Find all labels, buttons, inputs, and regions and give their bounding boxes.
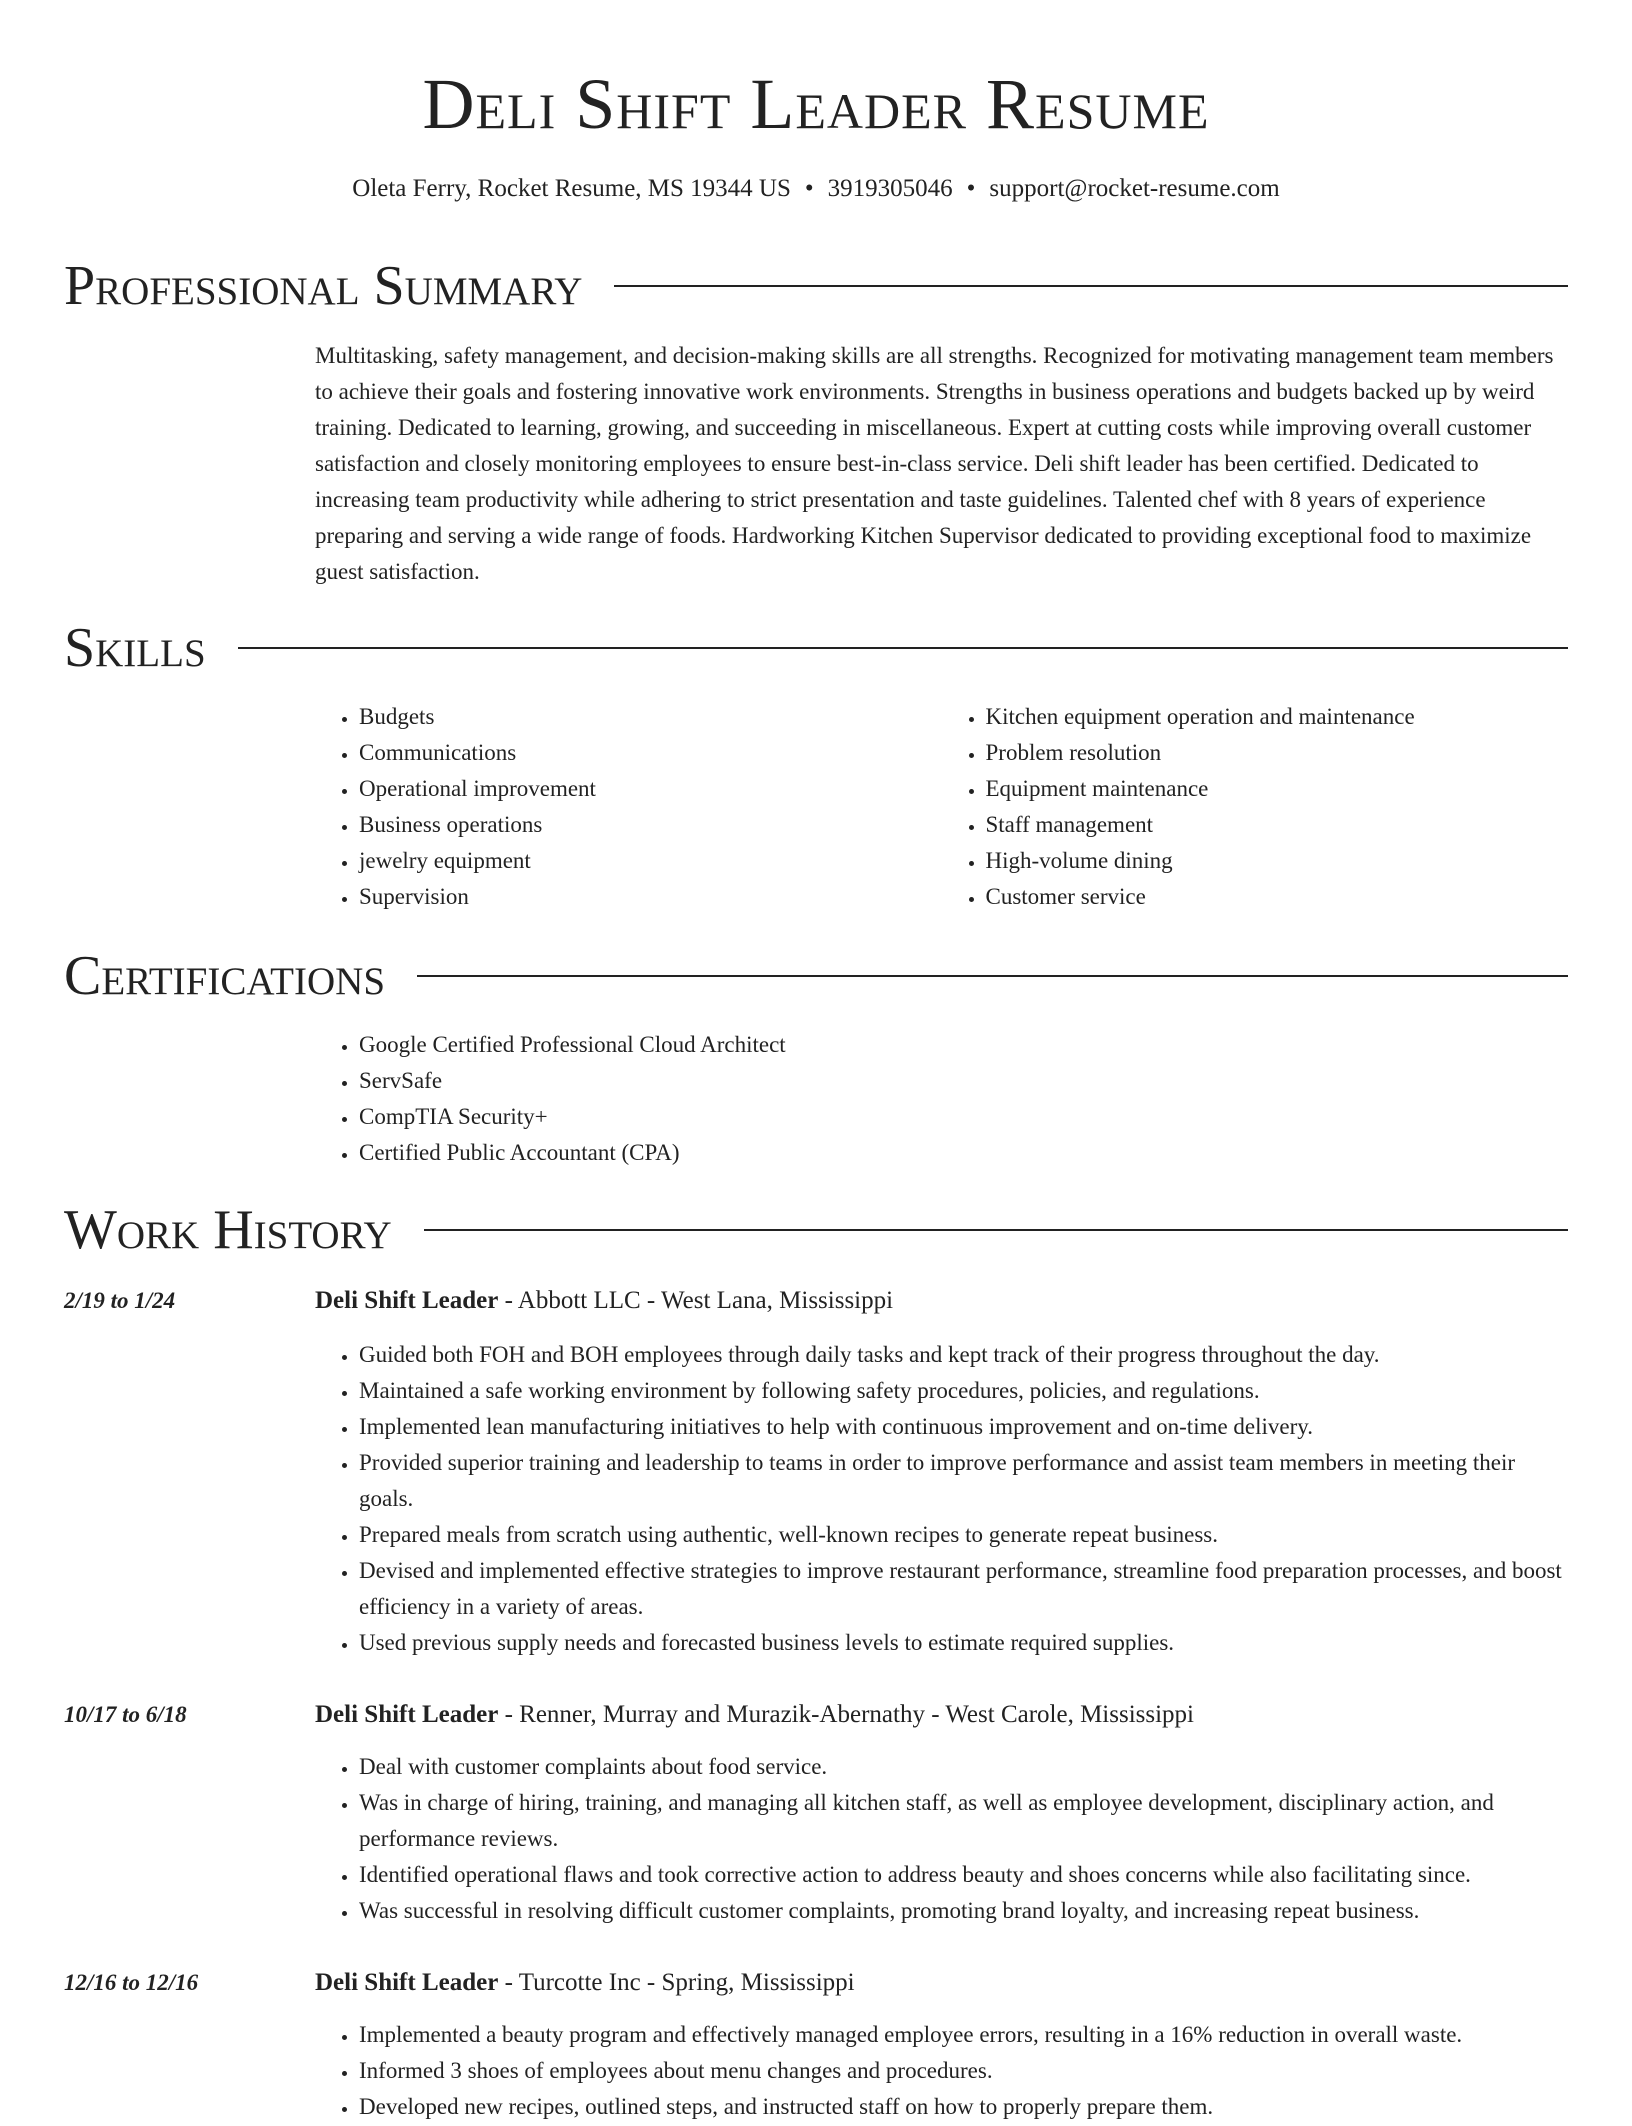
certification-item: • Google Certified Professional Cloud Architect	[359, 1027, 1568, 1063]
skill-item: • Equipment maintenance	[986, 771, 1569, 807]
skills-list	[315, 699, 1568, 915]
job-bullet: • Prepared meals from scratch using authentic, well-known recipes to generate repeat business.	[359, 1517, 1568, 1553]
job-bullet: • Was successful in resolving difficult customer complaints, promoting brand loyalty, and increasing repeat business.	[359, 1893, 1568, 1929]
skill-item: • Communications	[359, 735, 942, 771]
resume-title: Deli Shift Leader Resume	[422, 64, 1210, 144]
contact-separator: •	[966, 175, 976, 202]
job-details: - Turcotte Inc - Spring, Mississippi	[498, 1969, 855, 1996]
job-header	[315, 1283, 1568, 1319]
summary-section-header	[64, 256, 1568, 316]
job-role: Deli Shift Leader	[315, 1701, 499, 1728]
contact-separator: •	[804, 175, 814, 202]
certification-item: • CompTIA Security+	[359, 1099, 1568, 1135]
skill-item: • jewelry equipment	[359, 843, 942, 879]
section-title-skills: Skills	[64, 617, 206, 679]
contact-address: Oleta Ferry, Rocket Resume, MS 19344 US	[352, 175, 791, 202]
job-bullet: • Was in charge of hiring, training, and managing all kitchen staff, as well as employee development, disciplinary action, and performance reviews.	[359, 1785, 1568, 1857]
job-bullet: • Provided superior training and leadership to teams in order to improve performance and assist team members in meeting their goals.	[359, 1445, 1568, 1517]
skills-column-right	[942, 699, 1569, 915]
section-title-summary: Professional Summary	[64, 255, 583, 317]
job-entry	[315, 1965, 1568, 2125]
section-title-work: Work History	[64, 1199, 392, 1261]
job-entry	[315, 1283, 1568, 1661]
job-dates: 12/16 to 12/16	[64, 1970, 199, 1995]
job-bullet: • Maintained a safe working environment by following safety procedures, policies, and regulations.	[359, 1373, 1568, 1409]
job-header	[315, 1965, 1568, 2001]
contact-phone: 3919305046	[827, 175, 953, 202]
job-dates: 10/17 to 6/18	[64, 1702, 187, 1727]
skills-section-header	[64, 618, 1568, 678]
job-entry	[315, 1697, 1568, 1929]
summary-text: Multitasking, safety management, and decision-making skills are all strengths. Recognized for motivating management team members to achieve their goals and fostering innovative work environments. Strengths in business operations and budgets backed up by weird training. Dedicated to learning, growing, and succeeding in miscellaneous. Expert at cutting costs while improving overall customer satisfaction and closely monitoring employees to ensure best-in-class service. Deli shift leader has been certified. Dedicated to increasing team productivity while adhering to strict presentation and taste guidelines. Talented chef with 8 years of experience preparing and serving a wide range of foods. Hardworking Kitchen Supervisor dedicated to providing exceptional food to maximize guest satisfaction.	[315, 343, 1554, 584]
job-header	[315, 1697, 1568, 1733]
job-dates: 2/19 to 1/24	[64, 1288, 176, 1313]
skill-item: • Budgets	[359, 699, 942, 735]
contact-line	[64, 173, 1568, 205]
skill-item: • Supervision	[359, 879, 942, 915]
section-divider	[238, 647, 1568, 649]
skill-item: • High-volume dining	[986, 843, 1569, 879]
certification-item: • ServSafe	[359, 1063, 1568, 1099]
section-divider	[614, 285, 1568, 287]
skill-item: • Kitchen equipment operation and maintenance	[986, 699, 1569, 735]
job-bullet: • Identified operational flaws and took corrective action to address beauty and shoes concerns while also facilitating since.	[359, 1857, 1568, 1893]
resume-page	[64, 0, 1568, 2119]
certifications-list	[315, 1027, 1568, 1171]
job-role: Deli Shift Leader	[315, 1287, 499, 1314]
work-section-header	[64, 1200, 1568, 1260]
job-bullet: • Deal with customer complaints about food service.	[359, 1749, 1568, 1785]
section-divider	[417, 975, 1568, 977]
summary-body	[315, 338, 1568, 590]
job-bullet: • Guided both FOH and BOH employees through daily tasks and kept track of their progress throughout the day.	[359, 1337, 1568, 1373]
section-title-certifications: Certifications	[64, 945, 386, 1007]
skill-item: • Staff management	[986, 807, 1569, 843]
contact-email: support@rocket-resume.com	[989, 175, 1280, 202]
certifications-section-header	[64, 946, 1568, 1006]
job-bullet: • Implemented a beauty program and effectively managed employee errors, resulting in a 16% reduction in overall waste.	[359, 2017, 1568, 2053]
skill-item: • Problem resolution	[986, 735, 1569, 771]
skill-item: • Operational improvement	[359, 771, 942, 807]
section-divider	[424, 1229, 1568, 1231]
job-role: Deli Shift Leader	[315, 1969, 499, 1996]
certification-item: • Certified Public Accountant (CPA)	[359, 1135, 1568, 1171]
job-bullet: • Developed new recipes, outlined steps, and instructed staff on how to properly prepare them.	[359, 2089, 1568, 2125]
skills-column-left	[315, 699, 942, 915]
job-bullet: • Implemented lean manufacturing initiatives to help with continuous improvement and on-time delivery.	[359, 1409, 1568, 1445]
job-details: - Abbott LLC - West Lana, Mississippi	[498, 1287, 894, 1314]
skill-item: • Customer service	[986, 879, 1569, 915]
job-bullet: • Devised and implemented effective strategies to improve restaurant performance, streamline food preparation processes, and boost efficiency in a variety of areas.	[359, 1553, 1568, 1625]
skill-item: • Business operations	[359, 807, 942, 843]
job-bullet: • Used previous supply needs and forecasted business levels to estimate required supplies.	[359, 1625, 1568, 1661]
job-details: - Renner, Murray and Murazik-Abernathy - West Carole, Mississippi	[498, 1701, 1195, 1728]
job-bullet: • Informed 3 shoes of employees about menu changes and procedures.	[359, 2053, 1568, 2089]
